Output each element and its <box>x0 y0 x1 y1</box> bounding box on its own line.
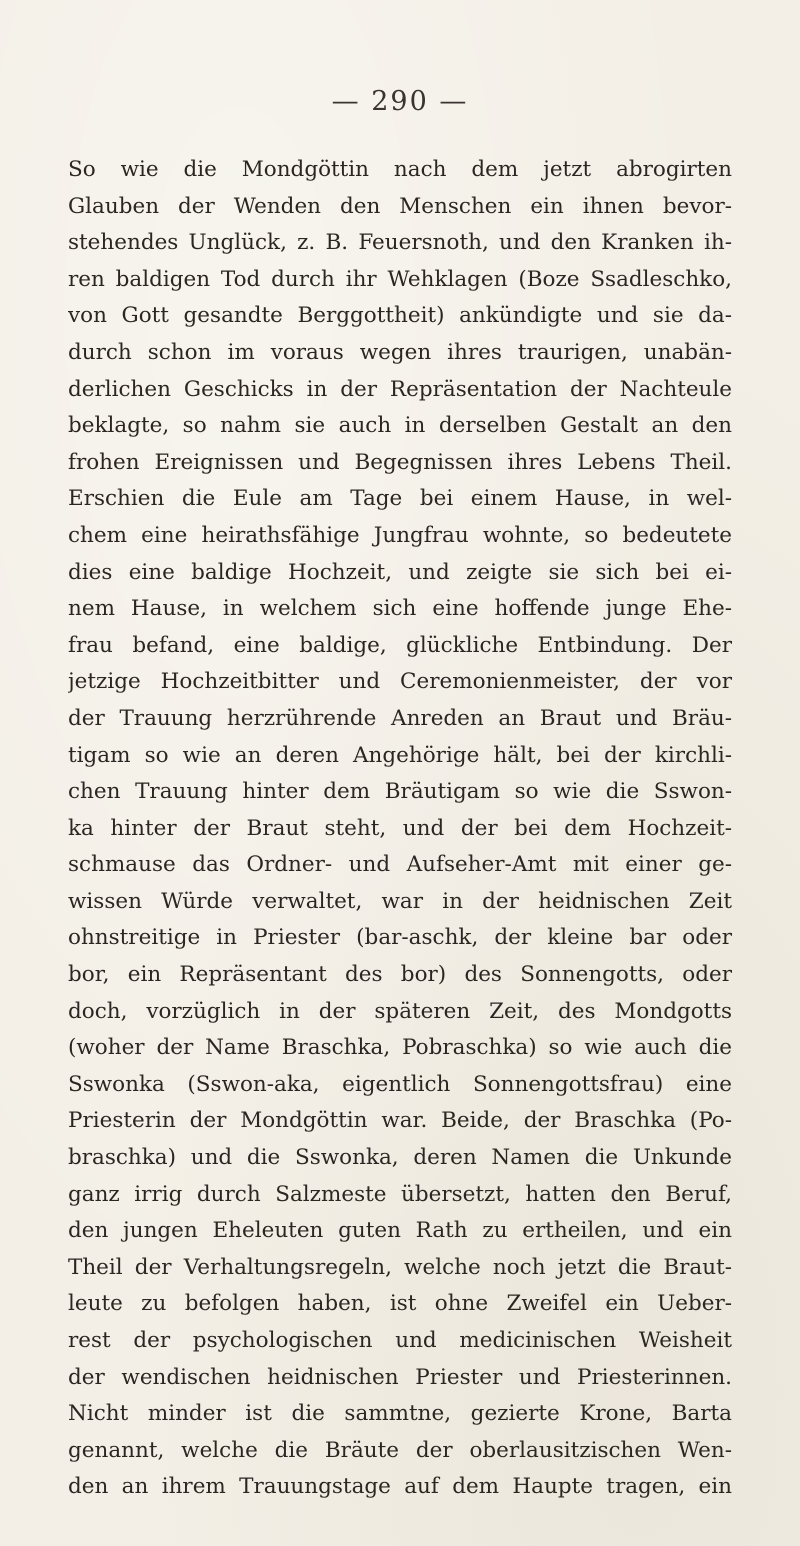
text-line: von Gott gesandte Berggottheit) ankündigte und sie da- <box>68 303 732 329</box>
text-line: jetzige Hochzeitbitter und Ceremonienmeister, der vor <box>68 669 732 695</box>
text-line: leute zu befolgen haben, ist ohne Zweifel ein Ueber- <box>68 1291 732 1317</box>
text-line: So wie die Mondgöttin nach dem jetzt abrogirten <box>68 157 732 182</box>
text-line: chem eine heirathsfähige Jungfrau wohnte, so bedeutete <box>68 522 732 548</box>
text-line: frohen Ereignissen und Begegnissen ihres Lebens Theil. <box>68 449 732 475</box>
text-line: chen Trauung hinter dem Bräutigam so wie die Sswon- <box>68 779 732 805</box>
text-line: Erschien die Eule am Tage bei einem Hause, in wel- <box>68 486 732 512</box>
text-line: der wendischen heidnischen Priester und Priesterinnen. <box>68 1364 732 1390</box>
text-line: ohnstreitige in Priester (bar-aschk, der kleine bar oder <box>68 925 732 951</box>
text-line: wissen Würde verwaltet, war in der heidnischen Zeit <box>68 888 732 914</box>
text-line: ren baldigen Tod durch ihr Wehklagen (Boze Ssadleschko, <box>68 266 732 292</box>
text-line: der Trauung herzrührende Anreden an Braut und Bräu- <box>68 705 732 731</box>
text-line: den an ihrem Trauungstage auf dem Haupte tragen, ein <box>68 1474 732 1500</box>
text-line: (woher der Name Braschka, Pobraschka) so wie auch die <box>68 1035 732 1061</box>
text-line: tigam so wie an deren Angehörige hält, bei der kirchli- <box>68 742 732 768</box>
text-line: ka hinter der Braut steht, und der bei dem Hochzeit- <box>68 815 732 841</box>
text-line: frau befand, eine baldige, glückliche Entbindung. Der <box>68 632 732 658</box>
text-line: bor, ein Repräsentant des bor) des Sonnengotts, oder <box>68 962 732 988</box>
text-line: derlichen Geschicks in der Repräsentation der Nachteule <box>68 376 732 402</box>
text-line: doch, vorzüglich in der späteren Zeit, des Mondgotts <box>68 998 732 1024</box>
text-line: genannt, welche die Bräute der oberlausitzischen Wen- <box>68 1437 732 1463</box>
text-line: beklagte, so nahm sie auch in derselben Gestalt an den <box>68 413 732 439</box>
text-line: Sswonka (Sswon-aka, eigentlich Sonnengottsfrau) eine <box>68 1071 732 1097</box>
text-line: dies eine baldige Hochzeit, und zeigte sie sich bei ei- <box>68 559 732 585</box>
text-line: rest der psychologischen und medicinischen Weisheit <box>68 1328 732 1353</box>
text-line: Priesterin der Mondgöttin war. Beide, der Braschka (Po- <box>68 1108 732 1134</box>
text-line: ganz irrig durch Salzmeste übersetzt, hatten den Beruf, <box>68 1181 732 1207</box>
body-text <box>68 152 732 1506</box>
text-line: Theil der Verhaltungsregeln, welche noch jetzt die Braut- <box>68 1254 732 1280</box>
text-line: braschka) und die Sswonka, deren Namen die Unkunde <box>68 1145 732 1171</box>
text-line: stehendes Unglück, z. B. Feuersnoth, und den Kranken ih- <box>68 230 732 256</box>
text-line: Glauben der Wenden den Menschen ein ihnen bevor- <box>68 193 732 219</box>
text-line: schmause das Ordner- und Aufseher-Amt mit einer ge- <box>68 852 732 878</box>
text-line: Nicht minder ist die sammtne, gezierte Krone, Barta <box>68 1401 732 1427</box>
text-line: nem Hause, in welchem sich eine hoffende junge Ehe- <box>68 596 732 622</box>
page-number: — 290 — <box>331 86 469 117</box>
text-line: den jungen Eheleuten guten Rath zu ertheilen, und ein <box>68 1218 732 1244</box>
text-line: durch schon im voraus wegen ihres traurigen, unabän- <box>68 339 732 365</box>
